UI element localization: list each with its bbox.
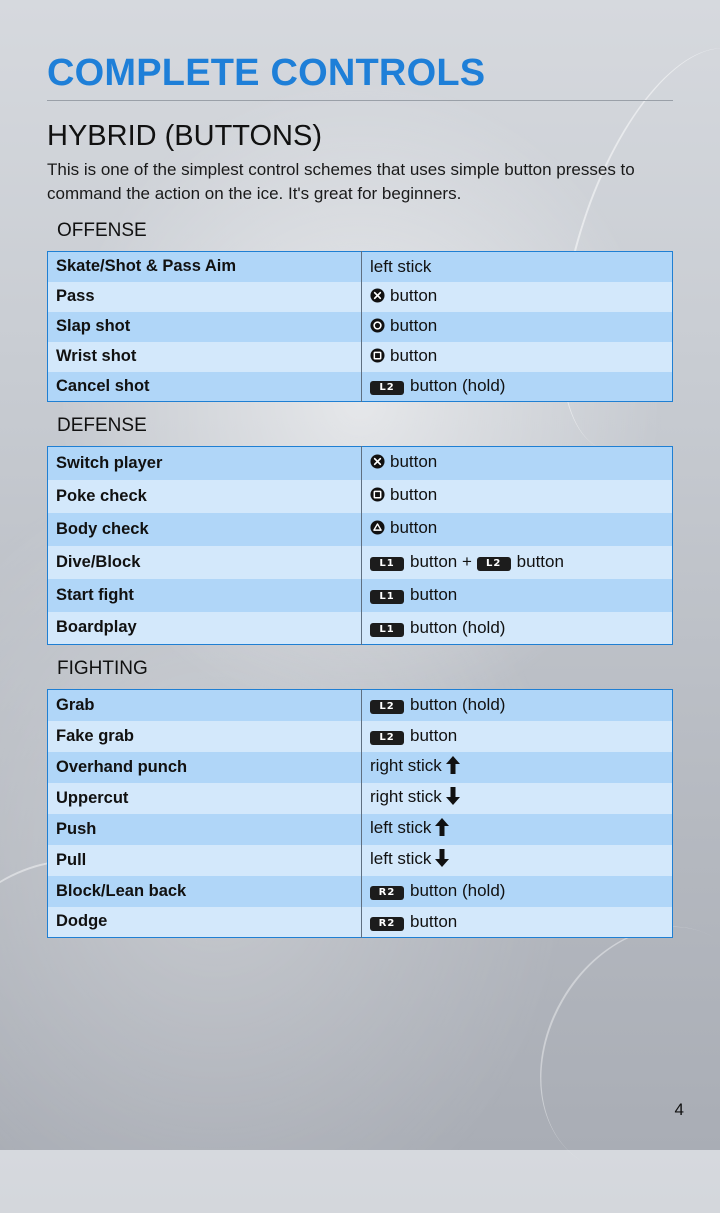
- input-text: button: [390, 485, 438, 504]
- table-row: [48, 907, 673, 938]
- table-row: [48, 612, 673, 645]
- action-label: Grab: [48, 690, 362, 721]
- input-cell: [362, 783, 673, 814]
- table-row: [48, 876, 673, 907]
- table-row: [48, 480, 673, 513]
- input-cell: [362, 721, 673, 752]
- input-cell: [362, 372, 673, 402]
- input-cell: [362, 612, 673, 645]
- input-text: left stick: [370, 848, 432, 868]
- action-label: Body check: [48, 513, 362, 546]
- input-text: button (hold): [410, 376, 506, 396]
- table-row: [48, 546, 673, 579]
- input-text: button: [516, 552, 564, 571]
- key-l1-icon: L1: [370, 623, 404, 637]
- offense-heading: OFFENSE: [57, 220, 147, 241]
- input-text: button: [390, 452, 438, 472]
- table-row: [48, 447, 673, 480]
- input-text: right stick: [370, 755, 442, 775]
- input-cell: [362, 752, 673, 783]
- action-label: Push: [48, 814, 362, 845]
- key-r2-icon: R2: [370, 886, 404, 900]
- arrow-up-icon: [446, 756, 460, 779]
- action-label: Switch player: [48, 447, 362, 480]
- key-l2-icon: L2: [370, 381, 404, 395]
- page-number: 4: [674, 1100, 684, 1119]
- input-cell: [362, 546, 673, 579]
- action-label: Pull: [48, 845, 362, 876]
- table-row: [48, 513, 673, 546]
- defense-table: [47, 446, 673, 645]
- input-text: button +: [410, 552, 472, 571]
- input-text: button: [410, 911, 458, 931]
- intro-paragraph: This is one of the simplest control schemes that uses simple button presses to command the action on the ice. It's great for beginners.: [47, 160, 635, 203]
- action-label: Wrist shot: [48, 342, 362, 372]
- action-label: Pass: [48, 282, 362, 312]
- input-cell: [362, 907, 673, 938]
- table-row: [48, 814, 673, 845]
- table-row: [48, 752, 673, 783]
- table-row: [48, 845, 673, 876]
- input-cell: [362, 312, 673, 342]
- section-title: HYBRID (BUTTONS): [47, 120, 322, 152]
- input-text: button (hold): [410, 617, 506, 637]
- table-row: [48, 579, 673, 612]
- input-cell: [362, 342, 673, 372]
- input-text: button (hold): [410, 881, 506, 900]
- cross-button-icon: [370, 288, 385, 308]
- input-cell: [362, 845, 673, 876]
- input-text: button: [410, 585, 458, 604]
- action-label: Poke check: [48, 480, 362, 513]
- table-row: [48, 312, 673, 342]
- table-row: [48, 783, 673, 814]
- action-label: Uppercut: [48, 783, 362, 814]
- input-text: right stick: [370, 786, 442, 806]
- arrow-down-icon: [446, 787, 460, 810]
- table-row: [48, 282, 673, 312]
- input-cell: [362, 282, 673, 312]
- defense-heading: DEFENSE: [57, 415, 147, 436]
- action-label: Dive/Block: [48, 546, 362, 579]
- fighting-heading: FIGHTING: [57, 658, 148, 679]
- arrow-up-icon: [435, 818, 449, 841]
- action-label: Skate/Shot & Pass Aim: [48, 252, 362, 282]
- action-label: Fake grab: [48, 721, 362, 752]
- input-cell: [362, 876, 673, 907]
- table-row: [48, 690, 673, 721]
- action-label: Slap shot: [48, 312, 362, 342]
- arrow-down-icon: [435, 849, 449, 872]
- action-label: Start fight: [48, 579, 362, 612]
- key-r2-icon: R2: [370, 917, 404, 931]
- square-button-icon: [370, 348, 385, 368]
- input-text: button: [390, 315, 438, 335]
- input-cell: [362, 513, 673, 546]
- page-title: COMPLETE CONTROLS: [47, 52, 486, 94]
- offense-table: [47, 251, 673, 402]
- background-streak: [518, 22, 720, 478]
- input-text: left stick: [370, 817, 432, 837]
- input-text: button: [390, 285, 438, 305]
- key-l2-icon: L2: [370, 700, 404, 714]
- input-cell: [362, 579, 673, 612]
- action-label: Overhand punch: [48, 752, 362, 783]
- input-cell: [362, 447, 673, 480]
- title-divider: [47, 100, 673, 101]
- input-text: left stick: [370, 256, 432, 276]
- input-cell: [362, 252, 673, 282]
- input-cell: [362, 480, 673, 513]
- triangle-button-icon: [370, 520, 385, 540]
- input-text: button: [390, 518, 438, 537]
- input-cell: [362, 690, 673, 721]
- action-label: Block/Lean back: [48, 876, 362, 907]
- input-cell: [362, 814, 673, 845]
- key-l2-icon: L2: [370, 731, 404, 745]
- fighting-table: [47, 689, 673, 938]
- key-l1-icon: L1: [370, 590, 404, 604]
- input-text: button: [390, 345, 438, 365]
- table-row: [48, 252, 673, 282]
- table-row: [48, 342, 673, 372]
- cross-button-icon: [370, 454, 385, 474]
- action-label: Cancel shot: [48, 372, 362, 402]
- action-label: Dodge: [48, 907, 362, 938]
- input-text: button (hold): [410, 695, 506, 715]
- action-label: Boardplay: [48, 612, 362, 645]
- key-l2-icon: L2: [477, 557, 511, 571]
- input-text: button: [410, 726, 458, 745]
- table-row: [48, 721, 673, 752]
- circle-button-icon: [370, 318, 385, 338]
- table-row: [48, 372, 673, 402]
- key-l1-icon: L1: [370, 557, 404, 571]
- square-button-icon: [370, 487, 385, 507]
